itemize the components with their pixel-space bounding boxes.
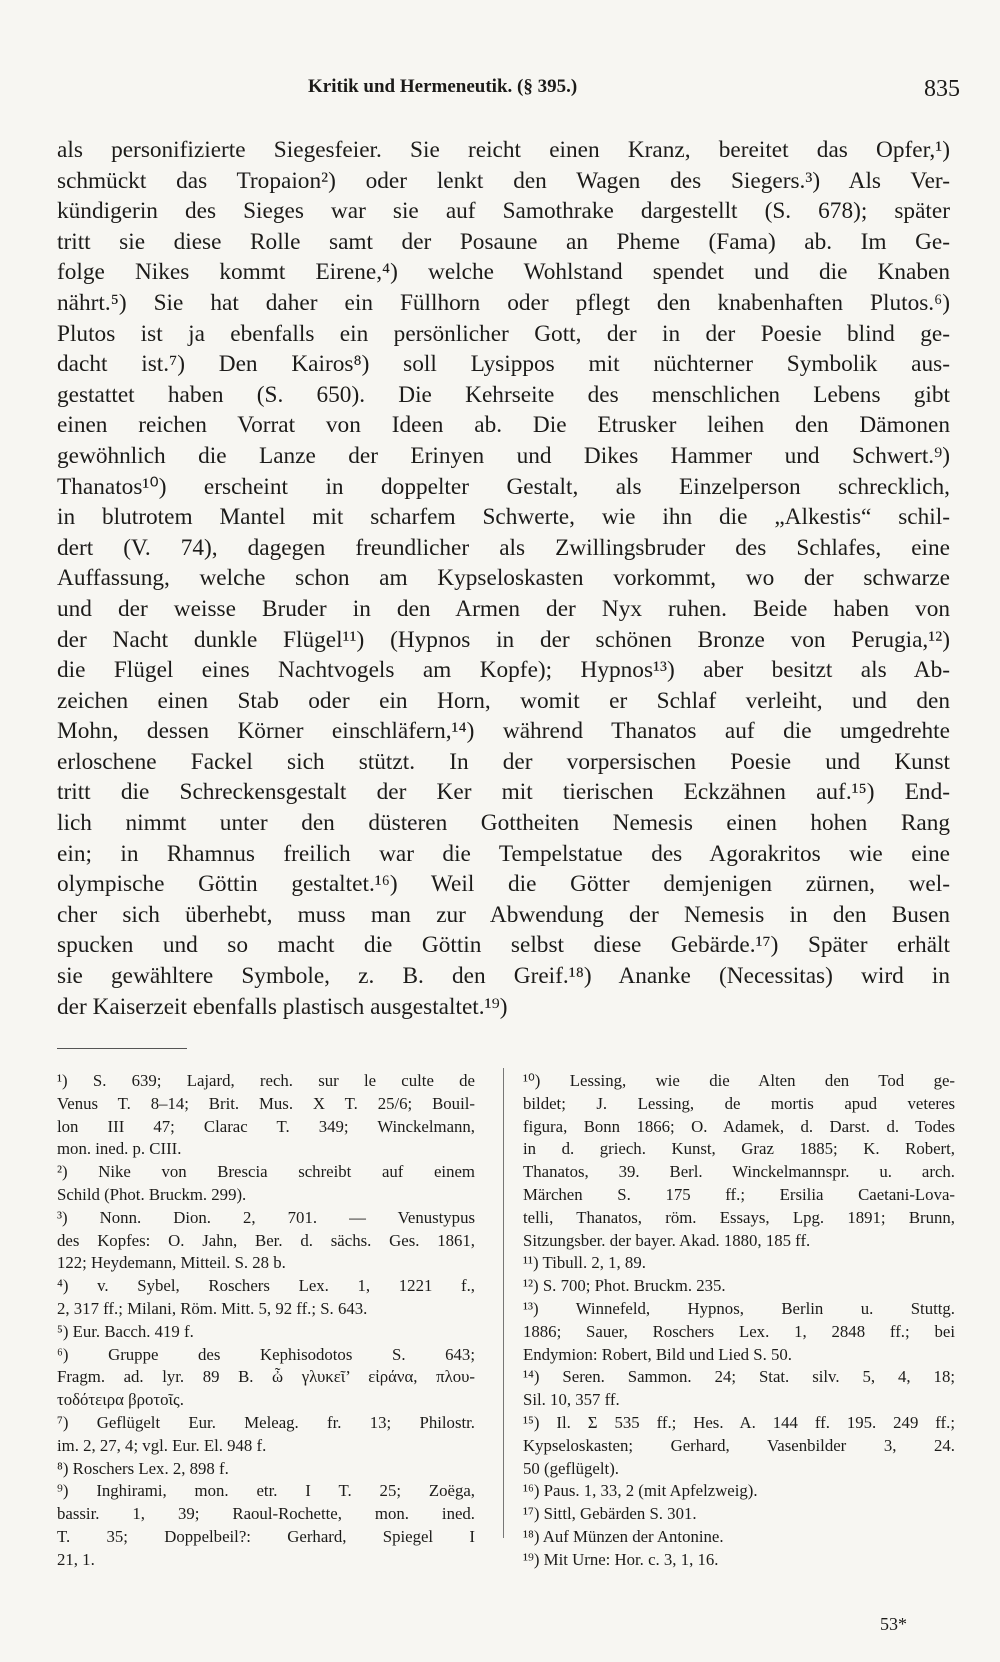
main-text [57, 135, 950, 1022]
text-line: dert (V. 74), dagegen freundlicher als Zwillingsbruder des Schlafes, eine [57, 534, 950, 561]
footnote-line: bildet; J. Lessing, de mortis apud veteres [523, 1093, 955, 1113]
footnote-line: ¹²) S. 700; Phot. Bruckm. 235. [523, 1276, 726, 1296]
text-line: Thanatos¹⁰) erscheint in doppelter Gestalt, als Einzelperson schrecklich, [57, 473, 950, 500]
text-line: sie gewähltere Symbole, z. B. den Greif.¹⁸) Ananke (Necessitas) wird in [57, 963, 950, 990]
footnote-line: ¹⁷) Sittl, Gebärden S. 301. [523, 1504, 697, 1524]
footnote-line: ¹⁵) Il. Σ 535 ff.; Hes. A. 144 ff. 195. 249 ff.; [523, 1412, 955, 1432]
footnote-line: Kypseloskasten; Gerhard, Vasenbilder 3, 24. [523, 1435, 955, 1455]
footnote-line: in d. griech. Kunst, Graz 1885; K. Robert, [523, 1139, 955, 1159]
footnote-line: ¹⁸) Auf Münzen der Antonine. [523, 1526, 724, 1546]
text-line: Mohn, dessen Körner einschläfern,¹⁴) während Thanatos auf die umgedrehte [57, 718, 950, 745]
text-line: der Nacht dunkle Flügel¹¹) (Hypnos in der schönen Bronze von Perugia,¹²) [57, 626, 950, 653]
running-head: Kritik und Hermeneutik. (§ 395.) [308, 76, 578, 97]
text-line: als personifizierte Siegesfeier. Sie reicht einen Kranz, bereitet das Opfer,¹) [57, 137, 950, 163]
footnote-line: lon III 47; Clarac T. 349; Winckelmann, [57, 1116, 475, 1136]
page-header [60, 76, 960, 112]
footnote-line: ⁹) Inghirami, mon. etr. I T. 25; Zoëga, [57, 1481, 475, 1501]
footnote-line: im. 2, 27, 4; vgl. Eur. El. 948 f. [57, 1435, 267, 1455]
footnote-line: ¹⁶) Paus. 1, 33, 2 (mit Apfelzweig). [523, 1481, 758, 1501]
footnote-line: ⁶) Gruppe des Kephisodotos S. 643; [57, 1344, 475, 1364]
footnote-line: ¹) S. 639; Lajard, rech. sur le culte de [57, 1071, 475, 1090]
text-line: kündigerin des Sieges war sie auf Samothrake dargestellt (S. 678); später [57, 198, 950, 225]
footnote-line: ¹⁰) Lessing, wie die Alten den Tod ge- [523, 1071, 955, 1090]
footnote-column-divider [503, 1068, 504, 1538]
text-line: gewöhnlich die Lanze der Erinyen und Dikes Hammer und Schwert.⁹) [57, 442, 950, 469]
footnote-line: figura, Bonn 1866; O. Adamek, d. Darst. d. Todes [523, 1116, 955, 1136]
text-line: zeichen einen Stab oder ein Horn, womit er Schlaf verleiht, und den [57, 687, 950, 714]
text-line: der Kaiserzeit ebenfalls plastisch ausgestaltet.¹⁹) [57, 993, 508, 1020]
footnote-line: Sitzungsber. der bayer. Akad. 1880, 185 ff. [523, 1230, 811, 1250]
footnote-line: ¹⁴) Seren. Sammon. 24; Stat. silv. 5, 4, 18; [523, 1367, 955, 1387]
footnote-line: ⁸) Roschers Lex. 2, 898 f. [57, 1458, 229, 1478]
text-line: und der weisse Bruder in den Armen der Nyx ruhen. Beide haben von [57, 595, 950, 622]
footnote-rule [57, 1048, 187, 1049]
footnote-line: ¹¹) Tibull. 2, 1, 89. [523, 1253, 646, 1273]
footnote-line: ⁵) Eur. Bacch. 419 f. [57, 1321, 194, 1341]
page-number: 835 [924, 76, 960, 102]
footnote-line: ³) Nonn. Dion. 2, 701. — Venustypus [57, 1207, 475, 1227]
footnote-line: τοδότειρα βροτοῖς. [57, 1390, 184, 1410]
text-line: spucken und so macht die Göttin selbst diese Gebärde.¹⁷) Später erhält [57, 932, 950, 959]
footnote-line: Sil. 10, 357 ff. [523, 1390, 620, 1410]
footnote-line: ¹⁹) Mit Urne: Hor. c. 3, 1, 16. [523, 1549, 719, 1569]
footnote-line: ¹³) Winnefeld, Hypnos, Berlin u. Stuttg. [523, 1298, 955, 1318]
text-line: lich nimmt unter den düsteren Gottheiten Nemesis einen hohen Rang [57, 810, 950, 837]
footnote-line: T. 35; Doppelbeil?: Gerhard, Spiegel I [57, 1526, 475, 1546]
footnote-line: Thanatos, 39. Berl. Winckelmannspr. u. arch. [523, 1162, 955, 1182]
footnote-line: des Kopfes: O. Jahn, Ber. d. sächs. Ges. 1861, [57, 1230, 475, 1250]
footnote-line: ²) Nike von Brescia schreibt auf einem [57, 1162, 475, 1182]
footnote-line: Endymion: Robert, Bild und Lied S. 50. [523, 1344, 792, 1364]
text-line: erloschene Fackel sich stützt. In der vorpersischen Poesie und Kunst [57, 748, 950, 775]
footnote-line: 122; Heydemann, Mitteil. S. 28 b. [57, 1253, 286, 1273]
text-line: Auffassung, welche schon am Kypseloskasten vorkommt, wo der schwarze [57, 565, 950, 592]
footnotes-left-column [57, 1070, 475, 1572]
footnote-line: 2, 317 ff.; Milani, Röm. Mitt. 5, 92 ff.; S. 643. [57, 1298, 368, 1318]
text-line: gestattet haben (S. 650). Die Kehrseite des menschlichen Lebens gibt [57, 381, 950, 408]
text-line: folge Nikes kommt Eirene,⁴) welche Wohlstand spendet und die Knaben [57, 259, 950, 286]
text-line: olympische Göttin gestaltet.¹⁶) Weil die Götter demjenigen zürnen, wel- [57, 871, 950, 898]
footnote-line: Fragm. ad. lyr. 89 B. ὦ γλυκεῖ’ εἰράνα, πλου- [57, 1367, 475, 1387]
text-line: dacht ist.⁷) Den Kairos⁸) soll Lysippos mit nüchterner Symbolik aus- [57, 351, 950, 378]
footnote-line: Venus T. 8–14; Brit. Mus. X T. 25/6; Bouil- [57, 1093, 475, 1113]
text-line: tritt sie diese Rolle samt der Posaune an Pheme (Fama) ab. Im Ge- [57, 228, 950, 255]
footnote-line: 21, 1. [57, 1549, 95, 1569]
footnote-line: ⁷) Geflügelt Eur. Meleag. fr. 13; Philostr. [57, 1412, 475, 1432]
text-line: nährt.⁵) Sie hat daher ein Füllhorn oder pflegt den knabenhaften Plutos.⁶) [57, 289, 950, 316]
text-line: die Flügel eines Nachtvogels am Kopfe); Hypnos¹³) aber besitzt als Ab- [57, 657, 950, 684]
text-line: in blutrotem Mantel mit scharfem Schwerte, wie ihn die „Alkestis“ schil- [57, 504, 950, 531]
footnotes-right-column [523, 1070, 955, 1572]
footnote-line: 1886; Sauer, Roschers Lex. 1, 2848 ff.; bei [523, 1321, 955, 1341]
footnote-line: Märchen S. 175 ff.; Ersilia Caetani-Lova- [523, 1184, 955, 1204]
footnote-line: 50 (geflügelt). [523, 1458, 619, 1478]
text-line: schmückt das Tropaion²) oder lenkt den Wagen des Siegers.³) Als Ver- [57, 167, 950, 194]
text-line: tritt die Schreckensgestalt der Ker mit tierischen Eckzähnen auf.¹⁵) End- [57, 779, 950, 806]
footnote-line: Schild (Phot. Bruckm. 299). [57, 1184, 247, 1204]
footnote-line: mon. ined. p. CIII. [57, 1139, 182, 1159]
signature-mark: 53* [880, 1614, 907, 1634]
text-line: Plutos ist ja ebenfalls ein persönlicher Gott, der in der Poesie blind ge- [57, 320, 950, 347]
footnote-line: bassir. 1, 39; Raoul-Rochette, mon. ined. [57, 1504, 475, 1524]
footnote-line: telli, Thanatos, röm. Essays, Lpg. 1891; Brunn, [523, 1207, 955, 1227]
text-line: ein; in Rhamnus freilich war die Tempelstatue des Agorakritos wie eine [57, 840, 950, 867]
footnote-line: ⁴) v. Sybel, Roschers Lex. 1, 1221 f., [57, 1276, 475, 1296]
text-line: cher sich überhebt, muss man zur Abwendung der Nemesis in den Busen [57, 901, 950, 928]
text-line: einen reichen Vorrat von Ideen ab. Die Etrusker leihen den Dämonen [57, 412, 950, 439]
